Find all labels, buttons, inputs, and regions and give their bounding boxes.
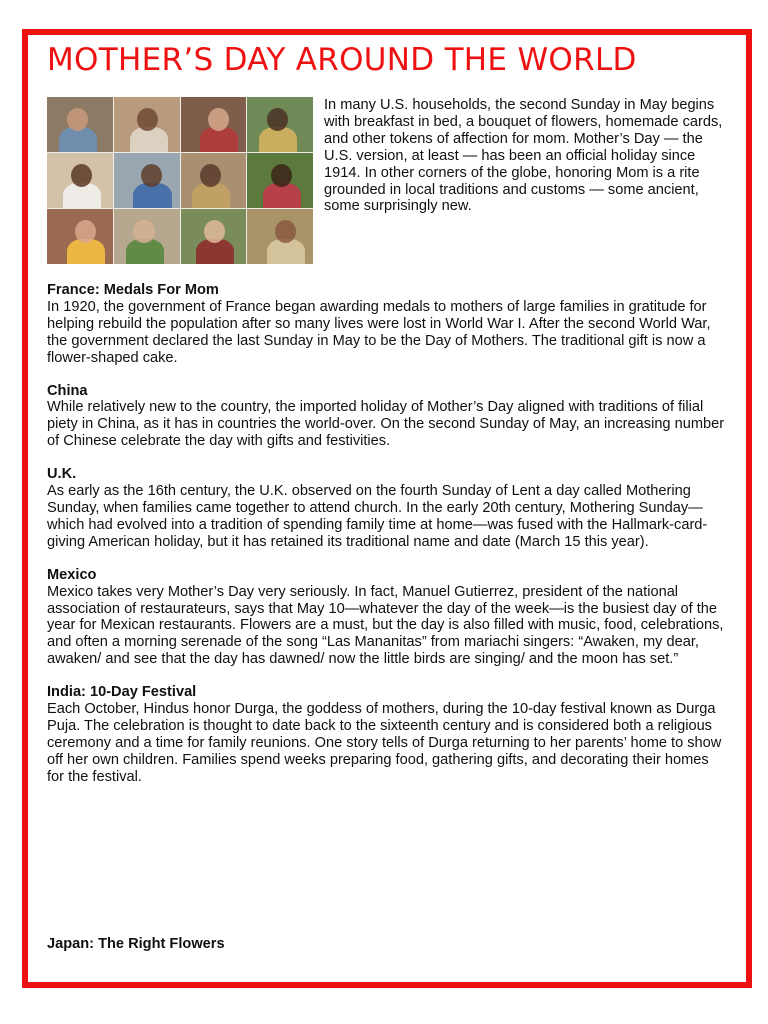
person-face-icon <box>275 220 296 243</box>
person-figure-icon <box>130 127 168 152</box>
person-face-icon <box>267 108 288 131</box>
collage-photo-tile <box>47 97 113 152</box>
section-mexico <box>47 567 727 668</box>
section-body: Each October, Hindus honor Durga, the goddess of mothers, during the 10-day festival known as Durga Puja. The celebration is thought to date back to the sixteenth century and is considered both a religious ceremony and a time for family reunions. One story tells of Durga returning to her parents’ home to show off her own children. Families spend weeks preparing food, gathering gifts, and decorating their homes for the festival. <box>47 701 722 785</box>
collage-photo-tile <box>114 153 180 208</box>
photo-collage-image <box>47 97 313 264</box>
section-heading: Mexico <box>47 566 97 583</box>
person-figure-icon <box>133 183 171 208</box>
collage-photo-tile <box>247 209 313 264</box>
collage-photo-tile <box>47 209 113 264</box>
section-body: In 1920, the government of France began awarding medals to mothers of large families in gratitude for helping rebuild the population after so many lives were lost in World War I. After the second World War, the government declared the last Sunday in May to be the Day of Mothers. The traditional gift is now a flower-shaped cake. <box>47 298 711 366</box>
section-body: While relatively new to the country, the imported holiday of Mother’s Day aligned with traditions of filial piety in China, as it has in countries the world-over. On the second Sunday of May, an increasing number of Chinese celebrate the day with gifts and festivities. <box>47 399 725 450</box>
section-body: As early as the 16th century, the U.K. observed on the fourth Sunday of Lent a day called Mothering Sunday, when families came together to attend church. In the early 20th century, Mothering Sunday—which had evolved into a tradition of spending family time at home—was fused with the Hallmark-card-giving American holiday, but it has retained its traditional name and date (March 15 this year). <box>47 483 708 550</box>
article-sections <box>47 282 727 802</box>
section-heading: China <box>47 382 88 399</box>
collage-photo-tile <box>181 209 247 264</box>
section-heading: India: 10-Day Festival <box>47 684 197 701</box>
section-body: Mexico takes very Mother’s Day very seriously. In fact, Manuel Gutierrez, president of the national association of restaurateurs, says that May 10—whatever the day of the week—is the busiest day of the year for Mexican restaurants. Flowers are a must, but the day is also filled with music, food, celebrations, and often a morning serenade of the song “Las Mananitas” from mariachi singers: “Awaken, my dear, awaken/ and see that the day has dawned/ now the little birds are singing/ and the moon has set.” <box>47 583 724 668</box>
section-india <box>47 684 727 785</box>
collage-photo-tile <box>181 97 247 152</box>
section-heading: France: Medals For Mom <box>47 282 219 298</box>
collage-photo-tile <box>247 97 313 152</box>
section-heading: U.K. <box>47 466 77 483</box>
person-face-icon <box>67 108 88 131</box>
collage-photo-tile <box>181 153 247 208</box>
person-face-icon <box>75 220 96 243</box>
collage-photo-tile <box>247 153 313 208</box>
collage-photo-tile <box>114 97 180 152</box>
section-france <box>47 282 727 367</box>
section-china <box>47 383 727 451</box>
intro-paragraph: In many U.S. households, the second Sunday in May begins with breakfast in bed, a bouquet of flowers, homemade cards, and other tokens of affection for mom. Mother’s Day — the U.S. version, at least — has been an official holiday since 1914. In other corners of the globe, honoring Mom is a rite grounded in local traditions and customs — some ancient, some surprisingly new. <box>324 97 723 215</box>
person-face-icon <box>133 220 154 243</box>
section-uk <box>47 466 727 551</box>
person-face-icon <box>271 164 292 187</box>
section-heading-japan: Japan: The Right Flowers <box>47 936 225 952</box>
person-face-icon <box>71 164 92 187</box>
collage-photo-tile <box>47 153 113 208</box>
document-title: MOTHER’S DAY AROUND THE WORLD <box>47 42 637 78</box>
collage-photo-tile <box>114 209 180 264</box>
